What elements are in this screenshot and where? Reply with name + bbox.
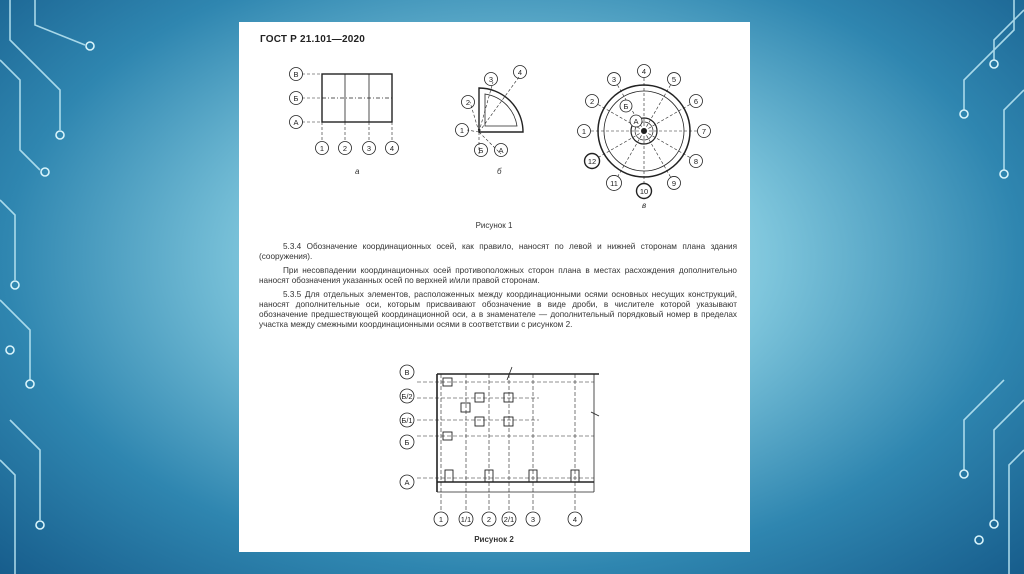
axis-label: 6 bbox=[693, 97, 699, 106]
axis-label: 4 bbox=[572, 515, 578, 524]
axis-label: 3 bbox=[488, 75, 494, 84]
axis-label: 3 bbox=[611, 75, 617, 85]
axis-label: Б/2 bbox=[401, 392, 413, 401]
radial-axis-line bbox=[618, 131, 645, 177]
axis-label: 2 bbox=[465, 98, 471, 107]
axis-label: В bbox=[404, 368, 410, 377]
figure-2-caption: Рисунок 2 bbox=[474, 535, 514, 544]
axis-label: 4 bbox=[517, 68, 523, 77]
paragraph-5-3-5: 5.3.5 Для отдельных элементов, расположенных между координационными осями основных несущих конструкций, наносят дополнительные оси, которым присваивают обозначение в виде дроби, в числителе которой указывают обозначение предшествующей координационной оси, а в знаменателе — дополнительный порядковый номер в пределах участка между смежными координационными осями в соответствии с рисунком 2. bbox=[259, 290, 737, 329]
figure-2-plan bbox=[417, 367, 599, 512]
figures-drawing bbox=[239, 22, 750, 552]
axis-label: 1 bbox=[438, 515, 444, 524]
axis-label: 10 bbox=[639, 187, 649, 196]
axis-label: Б bbox=[404, 438, 410, 447]
axis-label: А bbox=[498, 146, 504, 155]
axis-label: А bbox=[293, 118, 299, 127]
axis-label: 3 bbox=[366, 144, 372, 153]
axis-label: 1/1 bbox=[460, 515, 472, 524]
radial-axis-line bbox=[644, 131, 690, 158]
circuit-decoration-right bbox=[904, 0, 1024, 574]
axis-label: 2 bbox=[589, 97, 595, 106]
paragraph-axis-mismatch: При несовпадении координационных осей противоположных сторон плана в местах расхождения дополнительно наносят обозначения указанных осей по верхней и/или правой сторонам. bbox=[259, 266, 737, 285]
axis-label: 11 bbox=[610, 178, 618, 188]
axis-label: 2/1 bbox=[503, 515, 515, 524]
axis-label: А bbox=[404, 478, 410, 487]
axis-label: 4 bbox=[389, 144, 395, 153]
axis-label: 3 bbox=[530, 515, 536, 524]
axis-label: 2 bbox=[486, 515, 492, 524]
axis-label: Б bbox=[623, 102, 629, 111]
axis-label: 4 bbox=[641, 67, 647, 76]
figure-1c-plan bbox=[591, 78, 697, 184]
radial-axis-line bbox=[644, 105, 690, 132]
figure-1c-sublabel: в bbox=[642, 201, 647, 210]
axis-label: Б bbox=[478, 146, 484, 155]
circuit-decoration-left bbox=[0, 0, 120, 574]
axis-label: 2 bbox=[342, 144, 348, 153]
axis-label: 7 bbox=[701, 127, 707, 136]
axis-label: 1 bbox=[459, 126, 465, 135]
axis-label: В bbox=[293, 70, 299, 79]
axis-label: 1 bbox=[319, 144, 325, 153]
axis-label: Б bbox=[293, 94, 299, 103]
figure-1-caption: Рисунок 1 bbox=[475, 221, 513, 230]
standard-header: ГОСТ Р 21.101—2020 bbox=[260, 34, 366, 45]
axis-label: 8 bbox=[693, 157, 699, 166]
axis-label: А bbox=[633, 117, 639, 126]
figure-1a-plan bbox=[290, 68, 399, 155]
radial-axis-line bbox=[598, 131, 644, 158]
axis-label: 1 bbox=[581, 127, 587, 136]
paragraph-5-3-4: 5.3.4 Обозначение координационных осей, как правило, наносят по левой и нижней сторонам плана здания (сооружения). bbox=[259, 242, 737, 261]
axis-label: 5 bbox=[671, 75, 677, 85]
radial-axis-line bbox=[644, 85, 671, 131]
document-page bbox=[239, 22, 750, 552]
figure-1a-sublabel: а bbox=[355, 167, 360, 176]
radial-axis-line bbox=[644, 131, 671, 177]
axis-label: 12 bbox=[587, 157, 597, 166]
axis-label: Б/1 bbox=[401, 416, 413, 425]
figure-1b-sublabel: б bbox=[497, 167, 502, 176]
axis-label: 9 bbox=[671, 178, 677, 188]
